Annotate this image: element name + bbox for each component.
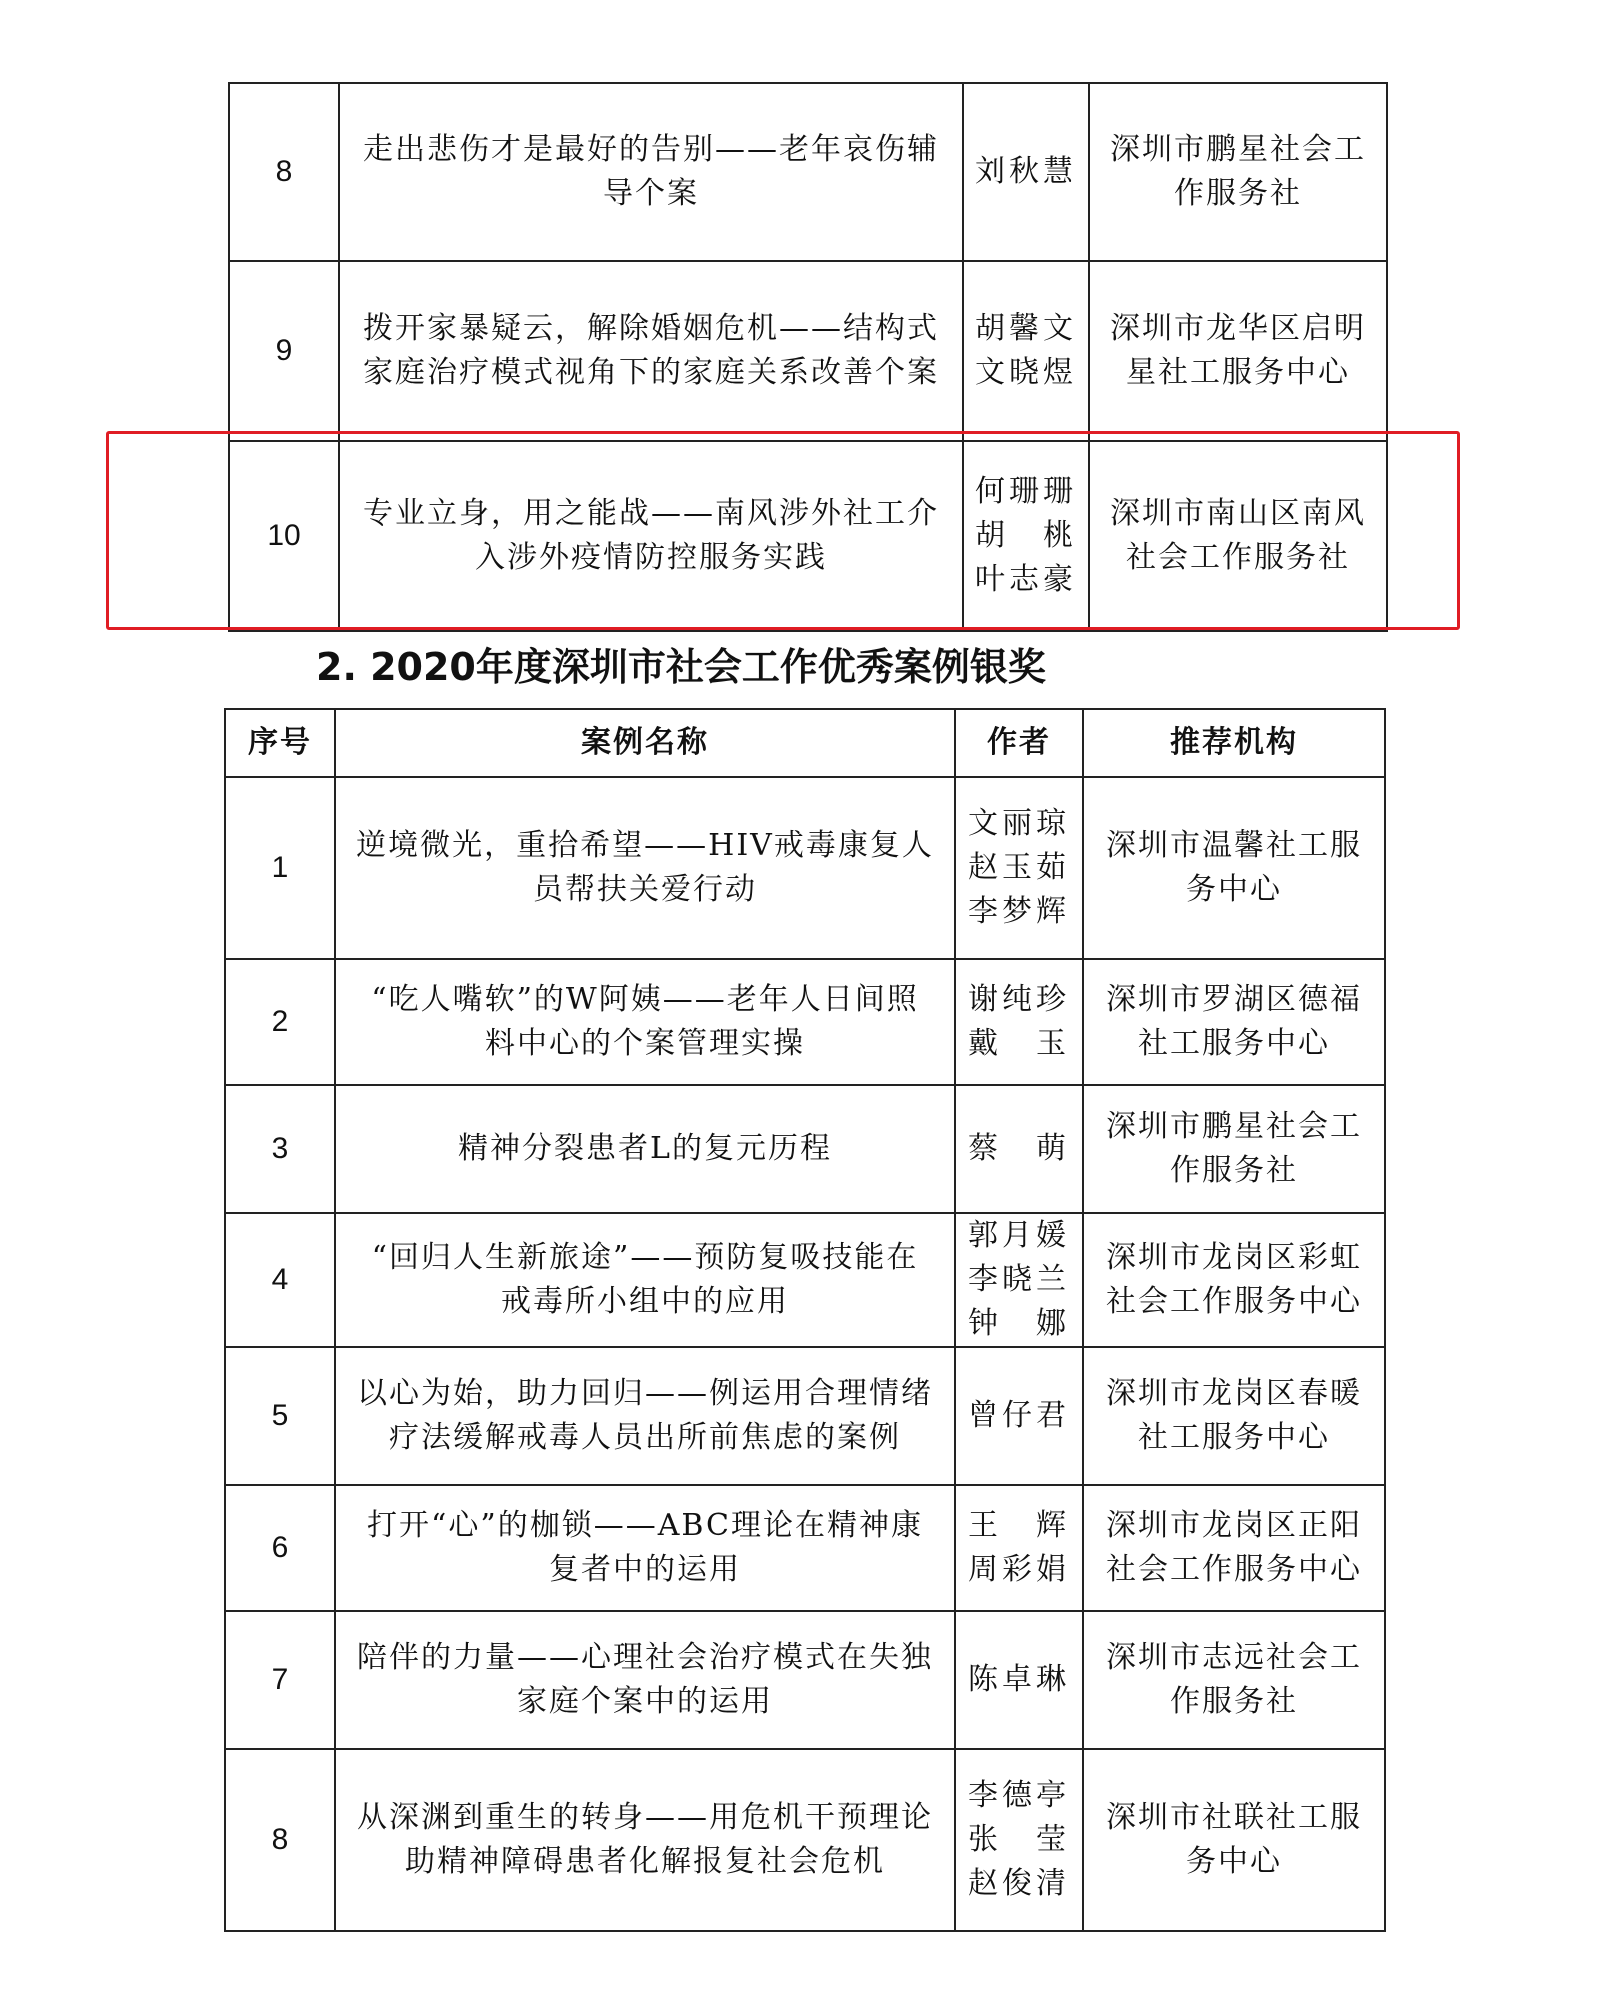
table-row bbox=[225, 1611, 1385, 1749]
row-number: 8 bbox=[229, 83, 339, 261]
case-author: 陈卓琳 bbox=[955, 1611, 1083, 1749]
case-author: 王 辉 周彩娟 bbox=[955, 1485, 1083, 1611]
recommending-org: 深圳市龙华区启明星社工服务中心 bbox=[1089, 261, 1387, 441]
case-title: 打开“心”的枷锁——ABC理论在精神康复者中的运用 bbox=[335, 1485, 955, 1611]
table-row bbox=[225, 1085, 1385, 1213]
table-row bbox=[229, 83, 1387, 261]
recommending-org: 深圳市志远社会工作服务社 bbox=[1083, 1611, 1385, 1749]
recommending-org: 深圳市罗湖区德福社工服务中心 bbox=[1083, 959, 1385, 1085]
case-title: 以心为始，助力回归——例运用合理情绪疗法缓解戒毒人员出所前焦虑的案例 bbox=[335, 1347, 955, 1485]
case-title: 精神分裂患者L的复元历程 bbox=[335, 1085, 955, 1213]
case-author: 胡馨文 文晓煜 bbox=[963, 261, 1089, 441]
table-header-row bbox=[225, 709, 1385, 777]
case-author: 文丽琼 赵玉茹 李梦辉 bbox=[955, 777, 1083, 959]
recommending-org: 深圳市龙岗区春暖社工服务中心 bbox=[1083, 1347, 1385, 1485]
case-title: 走出悲伤才是最好的告别——老年哀伤辅导个案 bbox=[339, 83, 963, 261]
gold-award-table-continued bbox=[228, 82, 1388, 632]
table-row bbox=[225, 1347, 1385, 1485]
table-row bbox=[229, 441, 1387, 631]
table-row bbox=[225, 777, 1385, 959]
row-number: 8 bbox=[225, 1749, 335, 1931]
table-row bbox=[229, 261, 1387, 441]
column-header-org: 推荐机构 bbox=[1083, 709, 1385, 777]
table-row bbox=[225, 1213, 1385, 1347]
case-title: 拨开家暴疑云，解除婚姻危机——结构式家庭治疗模式视角下的家庭关系改善个案 bbox=[339, 261, 963, 441]
row-number: 3 bbox=[225, 1085, 335, 1213]
case-title: 逆境微光，重拾希望——HIV戒毒康复人员帮扶关爱行动 bbox=[335, 777, 955, 959]
row-number: 6 bbox=[225, 1485, 335, 1611]
row-number: 1 bbox=[225, 777, 335, 959]
recommending-org: 深圳市龙岗区正阳社会工作服务中心 bbox=[1083, 1485, 1385, 1611]
row-number: 5 bbox=[225, 1347, 335, 1485]
section-heading: 2. 2020年度深圳市社会工作优秀案例银奖 bbox=[316, 645, 1046, 689]
recommending-org: 深圳市温馨社工服务中心 bbox=[1083, 777, 1385, 959]
row-number: 4 bbox=[225, 1213, 335, 1347]
recommending-org: 深圳市鹏星社会工作服务社 bbox=[1083, 1085, 1385, 1213]
table-row bbox=[225, 959, 1385, 1085]
table-row bbox=[225, 1485, 1385, 1611]
case-author: 何珊珊 胡 桃 叶志豪 bbox=[963, 441, 1089, 631]
case-title: “回归人生新旅途”——预防复吸技能在戒毒所小组中的应用 bbox=[335, 1213, 955, 1347]
case-title: 陪伴的力量——心理社会治疗模式在失独家庭个案中的运用 bbox=[335, 1611, 955, 1749]
case-author: 蔡 萌 bbox=[955, 1085, 1083, 1213]
case-author: 谢纯珍 戴 玉 bbox=[955, 959, 1083, 1085]
case-title: 专业立身，用之能战——南风涉外社工介入涉外疫情防控服务实践 bbox=[339, 441, 963, 631]
row-number: 10 bbox=[229, 441, 339, 631]
row-number: 2 bbox=[225, 959, 335, 1085]
case-title: “吃人嘴软”的W阿姨——老年人日间照料中心的个案管理实操 bbox=[335, 959, 955, 1085]
row-number: 7 bbox=[225, 1611, 335, 1749]
case-title: 从深渊到重生的转身——用危机干预理论助精神障碍患者化解报复社会危机 bbox=[335, 1749, 955, 1931]
recommending-org: 深圳市南山区南风社会工作服务社 bbox=[1089, 441, 1387, 631]
column-header-number: 序号 bbox=[225, 709, 335, 777]
case-author: 李德亭 张 莹 赵俊清 bbox=[955, 1749, 1083, 1931]
recommending-org: 深圳市鹏星社会工作服务社 bbox=[1089, 83, 1387, 261]
recommending-org: 深圳市社联社工服务中心 bbox=[1083, 1749, 1385, 1931]
case-author: 刘秋慧 bbox=[963, 83, 1089, 261]
row-number: 9 bbox=[229, 261, 339, 441]
case-author: 曾仔君 bbox=[955, 1347, 1083, 1485]
table-row bbox=[225, 1749, 1385, 1931]
column-header-title: 案例名称 bbox=[335, 709, 955, 777]
column-header-author: 作者 bbox=[955, 709, 1083, 777]
silver-award-table bbox=[224, 708, 1386, 1932]
case-author: 郭月媛 李晓兰 钟 娜 bbox=[955, 1213, 1083, 1347]
recommending-org: 深圳市龙岗区彩虹社会工作服务中心 bbox=[1083, 1213, 1385, 1347]
